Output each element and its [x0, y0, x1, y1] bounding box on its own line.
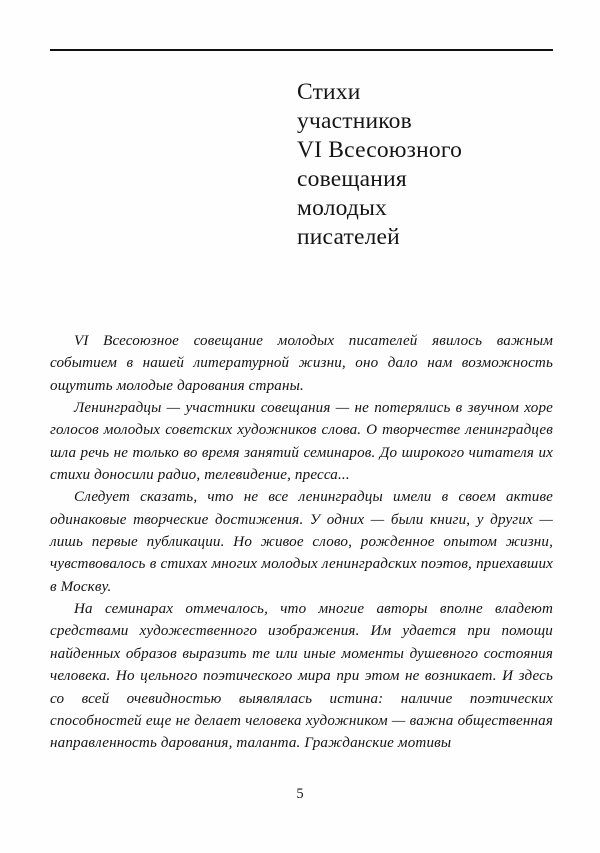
body-text [50, 330, 553, 755]
paragraph: Следует сказать, что не все ленинградцы имели в своем активе одинаковые творческие достижения. У одних — были книги, у других — лишь первые публикации. Но живое слово, рожденное опытом жизни, чувствовалось в стихах многих молодых ленинградских поэтов, приехавших в Москву. [50, 489, 553, 595]
header-divider-rule [50, 49, 553, 51]
title-line: Стихи [297, 79, 361, 105]
paragraph: VI Всесоюзное совещание молодых писателей явилось важным событием в нашей литературной жизни, оно дало нам возможность ощутить молодые дарования страны. [50, 333, 553, 394]
page-title [297, 78, 557, 252]
page-number: 5 [296, 786, 304, 802]
paragraph: Ленинградцы — участники совещания — не потерялись в звучном хоре голосов молодых советских художников слова. О творчестве ленинградцев шла речь не только во время занятий семинаров. До широкого читателя их стихи доносили радио, телевидение, пресса... [50, 400, 553, 484]
title-line: писателей [297, 224, 400, 250]
paragraph: На семинарах отмечалось, что многие авторы вполне владеют средствами художественного изображения. Им удается при помощи найденных образов выразить те или иные моменты душевного состояния человека. Но цельного поэтического мира при этом не возникает. И здесь со всей очевидностью выявлялась истина: наличие поэтических способностей еще не делает человека художником — важна общественная направленность дарования, таланта. Гражданские мотивы [50, 601, 553, 752]
title-line: VI Всесоюзного [297, 137, 463, 163]
title-line: участников [297, 108, 412, 134]
title-line: молодых [297, 195, 388, 221]
title-line: совещания [297, 166, 407, 192]
